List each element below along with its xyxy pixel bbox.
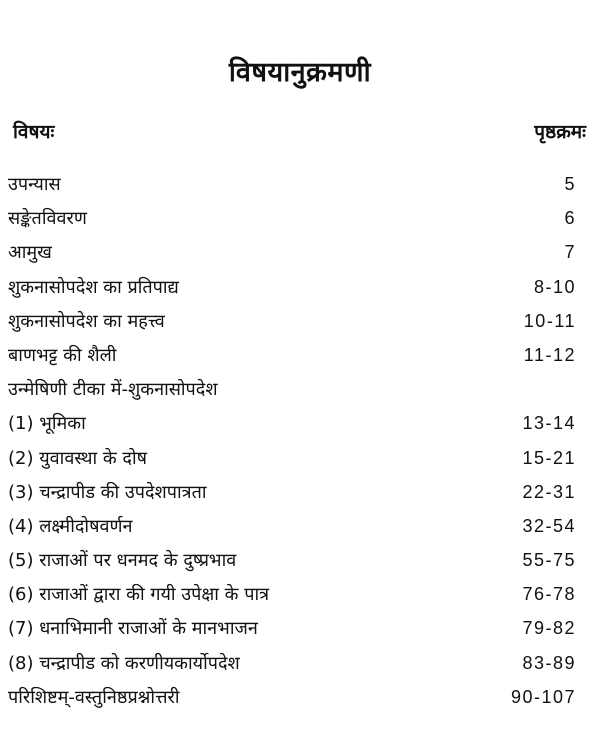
- toc-entry-label: शुकनासोपदेश का महत्त्व: [8, 310, 165, 332]
- toc-entry: [8, 411, 576, 445]
- toc-entry: [8, 309, 576, 343]
- toc-entry-label: (1) भूमिका: [8, 413, 86, 435]
- toc-entry-pages: 32-54: [522, 515, 576, 536]
- toc-entry-label: (5) राजाओं पर धनमद के दुष्प्रभाव: [8, 550, 237, 572]
- toc-entry-label: आमुख: [8, 242, 52, 264]
- toc-entry: [8, 446, 576, 480]
- toc-entry-label: शुकनासोपदेश का प्रतिपाद्य: [8, 276, 179, 298]
- toc-entry-pages: 83-89: [522, 652, 576, 673]
- toc-entry-label: परिशिष्टम्-वस्तुनिष्ठप्रश्नोत्तरी: [8, 686, 180, 708]
- toc-entry: [8, 582, 576, 616]
- toc-entry: [8, 172, 576, 206]
- toc-entry-label: बाणभट्ट की शैली: [8, 344, 117, 366]
- toc-entry-pages: 5: [564, 174, 576, 194]
- toc-entry: [8, 685, 576, 719]
- toc-entry-pages: 11-12: [523, 344, 576, 365]
- page-title: विषयानुक्रमणी: [228, 57, 372, 88]
- toc-list: [8, 172, 576, 719]
- toc-entry-label: (6) राजाओं द्वारा की गयी उपेक्षा के पात्र: [8, 584, 270, 606]
- toc-entry-pages: 13-14: [522, 413, 576, 434]
- toc-entry-pages: 10-11: [523, 310, 576, 331]
- toc-entry: [8, 240, 576, 274]
- toc-entry-pages: 7: [564, 242, 576, 263]
- toc-entry: [8, 275, 576, 309]
- toc-entry-pages: 15-21: [522, 447, 576, 468]
- page-column-header: पृष्ठक्रमः: [534, 121, 586, 143]
- toc-entry: [8, 206, 576, 240]
- toc-entry: [8, 343, 576, 377]
- subject-column-header: विषयः: [13, 121, 55, 143]
- toc-entry-label: (4) लक्ष्मीदोषवर्णन: [8, 515, 133, 537]
- toc-entry-label: (8) चन्द्रापीड को करणीयकार्योपदेश: [8, 652, 240, 674]
- toc-entry-pages: 6: [564, 208, 576, 229]
- toc-entry: [8, 548, 576, 582]
- toc-entry: [8, 651, 576, 685]
- toc-section-heading: [8, 377, 576, 411]
- toc-entry-label: (2) युवावस्था के दोष: [8, 447, 148, 469]
- toc-entry: [8, 514, 576, 548]
- toc-entry-label: (7) धनाभिमानी राजाओं के मानभाजन: [8, 618, 258, 640]
- toc-entry-pages: 79-82: [522, 618, 576, 639]
- toc-entry-label: उन्मेषिणी टीका में-शुकनासोपदेश: [8, 379, 218, 401]
- toc-entry-pages: 22-31: [522, 481, 576, 502]
- toc-entry-label: सङ्केतविवरण: [8, 208, 87, 230]
- toc-entry: [8, 480, 576, 514]
- toc-entry-pages: 8-10: [533, 276, 576, 297]
- toc-entry: [8, 616, 576, 650]
- toc-entry-pages: 55-75: [522, 550, 576, 571]
- toc-entry-pages: 90-107: [510, 686, 576, 707]
- toc-entry-label: (3) चन्द्रापीड की उपदेशपात्रता: [8, 481, 207, 503]
- toc-entry-label: उपन्यास: [8, 174, 61, 195]
- toc-entry-pages: 76-78: [522, 584, 576, 605]
